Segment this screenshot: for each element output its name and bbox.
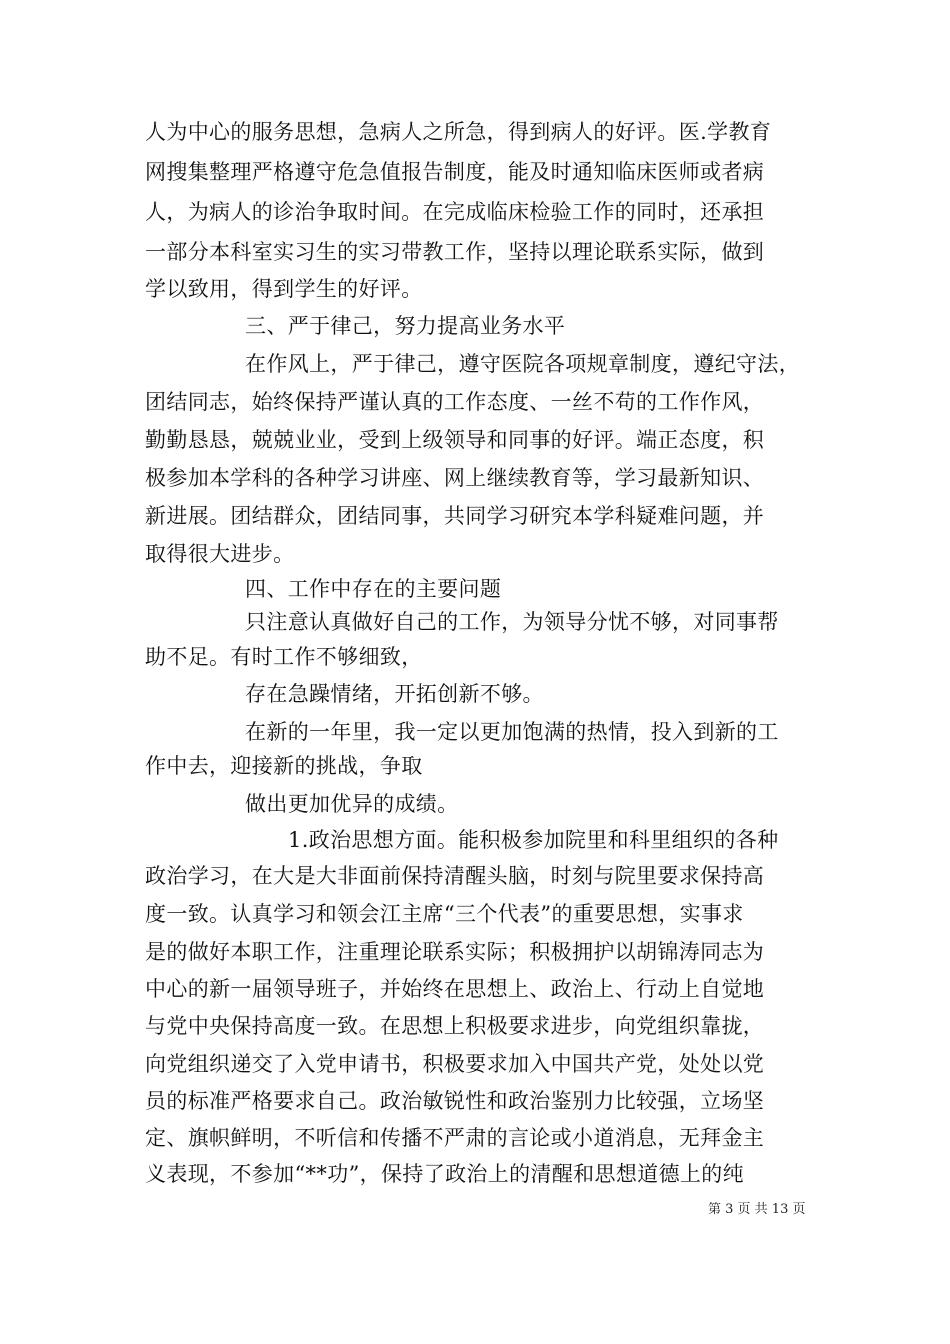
text-line: 团结同志，始终保持严谨认真的工作态度、一丝不苟的工作作风， xyxy=(145,390,765,414)
page-number: 第 3 页 共 13 页 xyxy=(708,1202,806,1217)
text-line: 政治学习，在大是大非面前保持清醒头脑，时刻与院里要求保持高 xyxy=(145,864,765,888)
text-line: 作中去，迎接新的挑战，争取 xyxy=(145,754,423,778)
text-line: 向党组织递交了入党申请书，积极要求加入中国共产党，处处以党 xyxy=(145,1052,765,1076)
text-line: 定、旗帜鲜明，不听信和传播不严肃的言论或小道消息，无拜金主 xyxy=(145,1126,765,1150)
text-line: 存在急躁情绪，开拓创新不够。 xyxy=(245,682,544,706)
text-line: 学以致用，得到学生的好评。 xyxy=(145,277,423,301)
text-line: 助不足。有时工作不够细致， xyxy=(145,645,423,669)
text-line: 是的做好本职工作，注重理论联系实际；积极拥护以胡锦涛同志为 xyxy=(145,940,765,964)
text-line: 新进展。团结群众，团结同事，共同学习研究本学科疑难问题，并 xyxy=(145,504,765,528)
text-line: 做出更加优异的成绩。 xyxy=(245,792,459,816)
text-line: 网搜集整理严格遵守危急值报告制度，能及时通知临床医师或者病 xyxy=(145,160,765,184)
section-heading: 三、严于律己，努力提高业务水平 xyxy=(245,314,566,338)
text-line: 度一致。认真学习和领会江主席“三个代表”的重要思想，实事求 xyxy=(145,902,744,926)
text-line: 在作风上，严于律己，遵守医院各项规章制度，遵纪守法， xyxy=(245,352,801,376)
text-line: 与党中央保持高度一致。在思想上积极要求进步，向党组织靠拢， xyxy=(145,1014,765,1038)
text-line: 取得很大进步。 xyxy=(145,542,295,566)
text-line: 义表现，不参加“**功”，保持了政治上的清醒和思想道德上的纯 xyxy=(145,1162,744,1186)
text-line: 勤勤恳恳，兢兢业业，受到上级领导和同事的好评。端正态度，积 xyxy=(145,428,765,452)
text-line: 只注意认真做好自己的工作，为领导分忧不够，对同事帮 xyxy=(245,610,779,634)
text-line: 人，为病人的诊治争取时间。在完成临床检验工作的同时，还承担 xyxy=(145,200,765,224)
text-line: 员的标准严格要求自己。政治敏锐性和政治鉴别力比较强，立场坚 xyxy=(145,1089,765,1113)
text-line: 一部分本科室实习生的实习带教工作，坚持以理论联系实际，做到 xyxy=(145,240,765,264)
text-line: 极参加本学科的各种学习讲座、网上继续教育等，学习最新知识、 xyxy=(145,466,765,490)
text-line: 人为中心的服务思想，急病人之所急，得到病人的好评。医.学教育 xyxy=(145,120,772,144)
text-line: 在新的一年里，我一定以更加饱满的热情，投入到新的工 xyxy=(245,720,779,744)
text-line: 1.政治思想方面。能积极参加院里和科里组织的各种 xyxy=(288,828,779,852)
section-heading: 四、工作中存在的主要问题 xyxy=(245,577,502,601)
text-line: 中心的新一届领导班子，并始终在思想上、政治上、行动上自觉地 xyxy=(145,977,765,1001)
